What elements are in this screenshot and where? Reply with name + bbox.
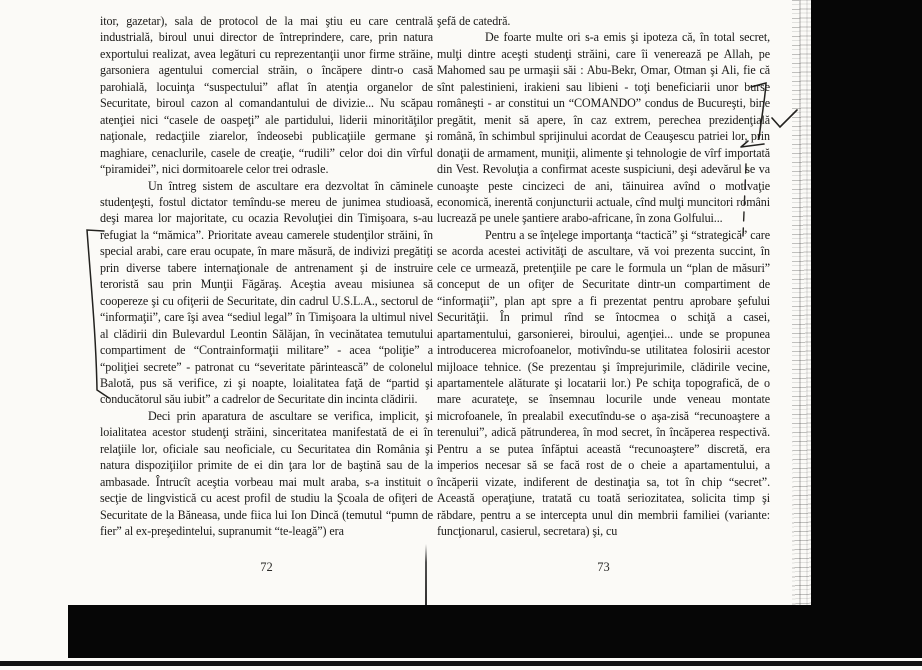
scanner-background-bottom: [68, 605, 922, 658]
scanner-background-right: [811, 0, 922, 658]
page-number-left: 72: [260, 560, 273, 574]
paragraph: De foarte multe ori s-a emis şi ipoteza că, în total secret, mulţi dintre aceşti studenţi străini, care îi venerează pe Allah, pe Mahomed sau pe urmaşii săi : Abu-Bekr, Omar, Otman şi Ali, fie că sînt palestinieni, irakieni sau libieni - toţi beneficiarii unor burse româneşti - ar constitui un “COMANDO” condus de Bucureşti, bine pregătit, menit să apere, în caz extrem, perechea prezidenţială română, în schimbul sprijinului acordat de Ceauşescu patriei lor, prin donaţii de armament, muniţii, alimente şi tehnologie de vîrf importată din Vest. Revoluţia a confirmat aceste suspiciuni, deşi adevărul se va cunoaşte peste cincizeci de ani, tăinuirea avînd o motivaţie economică, inerentă conjuncturii actuale, cînd mulţi muncitori români lucrează pe unele şantiere arabo-africane, în zona Golfului...: [437, 30, 770, 226]
scanner-background-strip: [0, 661, 922, 666]
paragraph: Un întreg sistem de ascultare era dezvoltat în căminele studenţeşti, fostul dictator temîndu-se mereu de junimea studioasă, deşi marea lor majoritate, cu ocazia Revoluţiei din Timişoara, s-au refugiat la “mămica”. Prioritate aveau camerele studenţilor străini, în special arabi, care erau ocupate, în mare măsură, de indivizi pregătiţi prin diverse tabere internaţionale de antrenament şi de instruire teroristă sau prin Munţii Făgăraş. Aceştia aveau misiunea să coopereze şi cu ofiţerii de Securitate, din cadrul U.S.L.A., sectorul de “informaţii”, care îşi avea “sediul legal” în Timişoara la ultimul nivel al clădirii din Bulevardul Leontin Sălăjan, în vecinătatea temutului compartiment de “Contrainformaţii militare” - acea “poliţie” a “poliţiei secrete” - patronat cu “severitate părintească” de colonelul Balotă, pus să verifice, zi şi noapte, loialitatea faţă de “partid şi conducătorul său iubit” a cadrelor de Securitate din incinta clădirii.: [100, 178, 433, 407]
scan-torn-edge: [792, 0, 813, 605]
paragraph: şefă de catedră.: [437, 14, 511, 28]
paragraph: Deci prin aparatura de ascultare se verifica, implicit, şi loialitatea acestor studenţi străini, sinceritatea manifestată de ei în relaţiile lor, oficiale sau neoficiale, cu Securitatea din România şi natura dispoziţiilor primite de ei din ţara lor de baştină sau de la ambasade. Întrucît aceştia vorbeau mai mult araba, s-a instituit o secţie de lingvistică cu acest profil de studiu la Şcoala de ofiţeri de Securitate de la Băneasa, unde fiica lui Ion Dincă (temutul “pumn de fier” al ex-preşedintelui, supranumit “te-leagă”) era: [100, 408, 433, 539]
paragraph: itor, gazetar), sala de protocol de la mai ştiu eu care centrală industrială, biroul unui director de întreprindere, care, prin natura exportului realizat, avea legături cu reprezentanţii unor firme străine, garsoniera agentului comercial străin, o încăpere dintr-o casă parohială, locuinţa “suspectului” aflat în atenţia organelor de Securitate, biroul cazon al comandantului de divizie... Nu scăpau atenţiei nici “casele de oaspeţi” ale partidului, liderii minorităţilor naţionale, redacţiile ziarelor, îndeosebi publicaţiile germane şi maghiare, cenaclurile, casele de creaţie, “rudili” celor doi din vîrful “piramidei”, nici dormitoarele celor trei odrasle.: [100, 14, 433, 177]
left-page: [100, 13, 433, 540]
right-page: [437, 13, 770, 540]
paragraph: Pentru a se înţelege importanţa “tactică” şi “strategică” care se acorda acestei activităţi de ascultare, vă voi prezenta succint, în cele ce urmează, pretenţiile pe care le formula un “plan de măsuri” conceput de un ofiţer de Securitate dintr-un compartiment de “informaţii”, plan apt spre a fi prezentat pentru aprobare şefului Securităţii. În primul rînd se întocmea o schiţă a casei, apartamentului, garsonierei, biroului, agenţiei... unde se propunea introducerea microfoanelor, motivîndu-se utilitatea folosirii acestor mijloace tehnice. (Se prezentau şi împrejurimile, clădirile vecine, apartamentele alăturate şi locatarii lor.) Pe schiţa topografică, de o mare acurateţe, se însemnau locurile unde veneau montate microfoanele, în prealabil executîndu-se o aşa-zisă “recunoaştere a terenului”, adică pătrunderea, în mod secret, în încăperea respectivă. Pentru a se putea înfăptui această “recunoaştere” discretă, era imperios necesar să se facă rost de o cheie a apartamentului, a încăperii vizate, indiferent de destinaţia sa, tot în chip “secret”. Această operaţiune, tratată cu toată seriozitatea, solicita timp şi răbdare, pentru a se intercepta unul din membrii familiei (variante: funcţionarul, casierul, secretara) şi, cu: [437, 227, 770, 539]
page-number-right: 73: [597, 560, 610, 574]
